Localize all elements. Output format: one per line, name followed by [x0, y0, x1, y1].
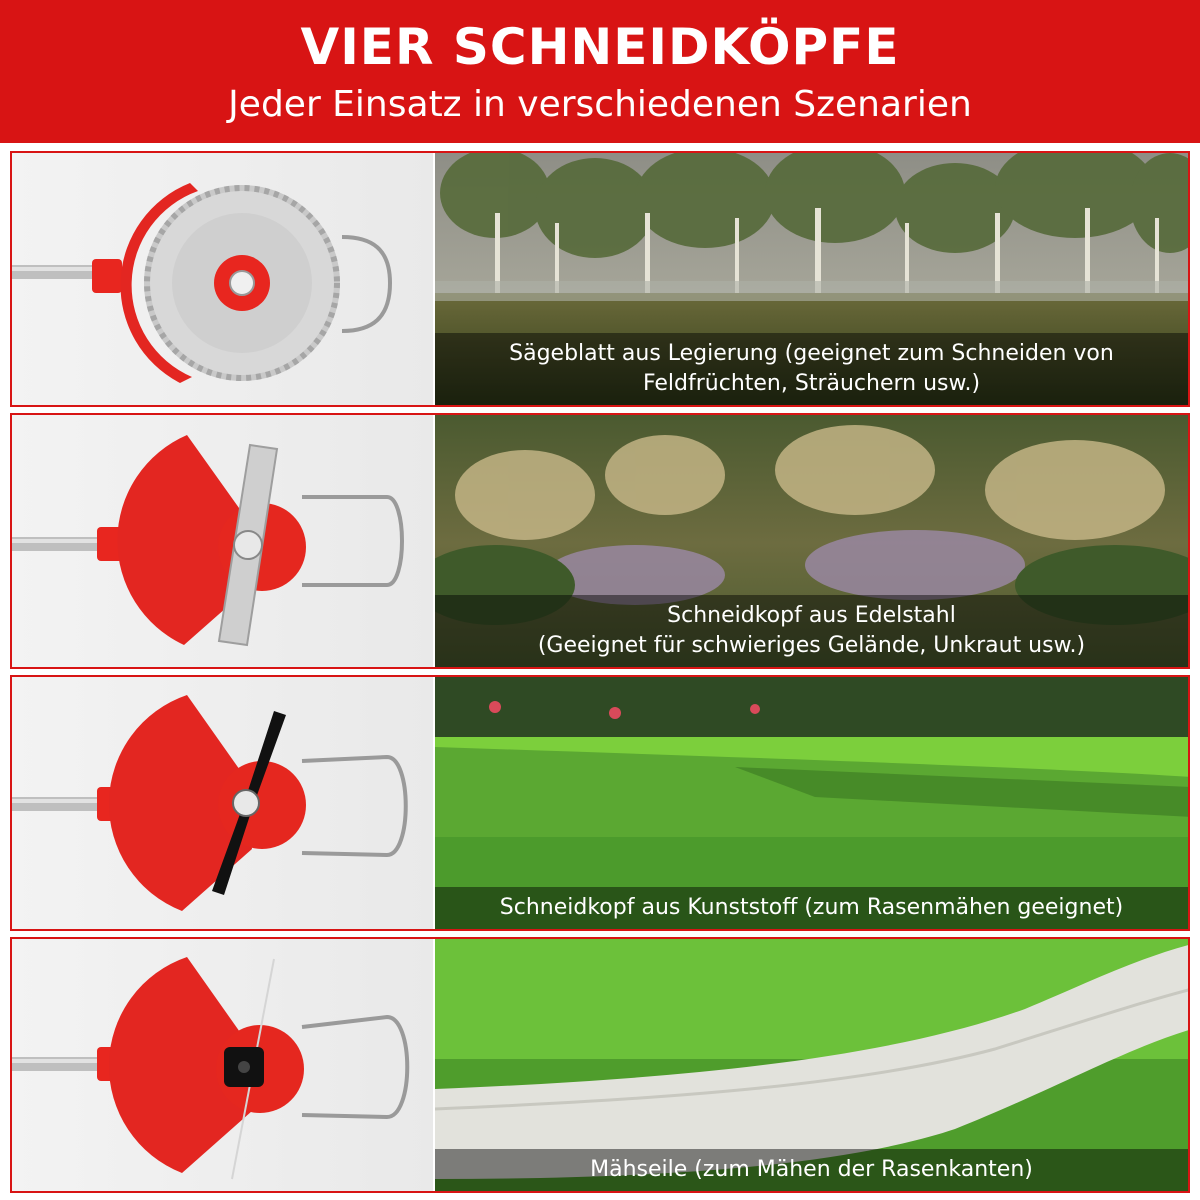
page-title: VIER SCHNEIDKÖPFE	[300, 18, 900, 76]
caption-line: Sägeblatt aus Legierung (geeignet zum Schneiden von	[509, 341, 1114, 366]
product-image-trimmer-line	[12, 939, 435, 1191]
scene-green-lawn	[435, 677, 1188, 929]
header-banner	[0, 0, 1200, 143]
caption-plastic-blade	[435, 887, 1188, 929]
caption-saw-blade	[435, 333, 1188, 405]
caption-trimmer-line	[435, 1149, 1188, 1191]
caption-line: Feldfrüchten, Sträuchern usw.)	[642, 371, 981, 396]
saw-blade-icon	[12, 153, 435, 407]
scene-ornamental-grass-garden	[435, 415, 1188, 667]
product-image-plastic-blade	[12, 677, 435, 929]
feature-row-steel-blade	[10, 413, 1190, 669]
scene-lawn-with-path	[435, 939, 1188, 1191]
feature-row-plastic-blade	[10, 675, 1190, 931]
caption-line: Schneidkopf aus Edelstahl	[667, 603, 956, 628]
caption-steel-blade	[435, 595, 1188, 667]
steel-blade-icon	[12, 415, 435, 669]
caption-line: Mähseile (zum Mähen der Rasenkanten)	[590, 1157, 1033, 1182]
product-image-saw-blade	[12, 153, 435, 405]
page-subtitle: Jeder Einsatz in verschiedenen Szenarien	[228, 84, 972, 125]
caption-line: (Geeignet für schwieriges Gelände, Unkraut usw.)	[537, 633, 1086, 658]
feature-row-saw-blade	[10, 151, 1190, 407]
caption-line: Schneidkopf aus Kunststoff (zum Rasenmähen geeignet)	[499, 895, 1124, 920]
scene-birch-forest-meadow	[435, 153, 1188, 405]
product-image-steel-blade	[12, 415, 435, 667]
trimmer-line-icon	[12, 939, 435, 1193]
plastic-blade-icon	[12, 677, 435, 931]
feature-row-trimmer-line	[10, 937, 1190, 1193]
